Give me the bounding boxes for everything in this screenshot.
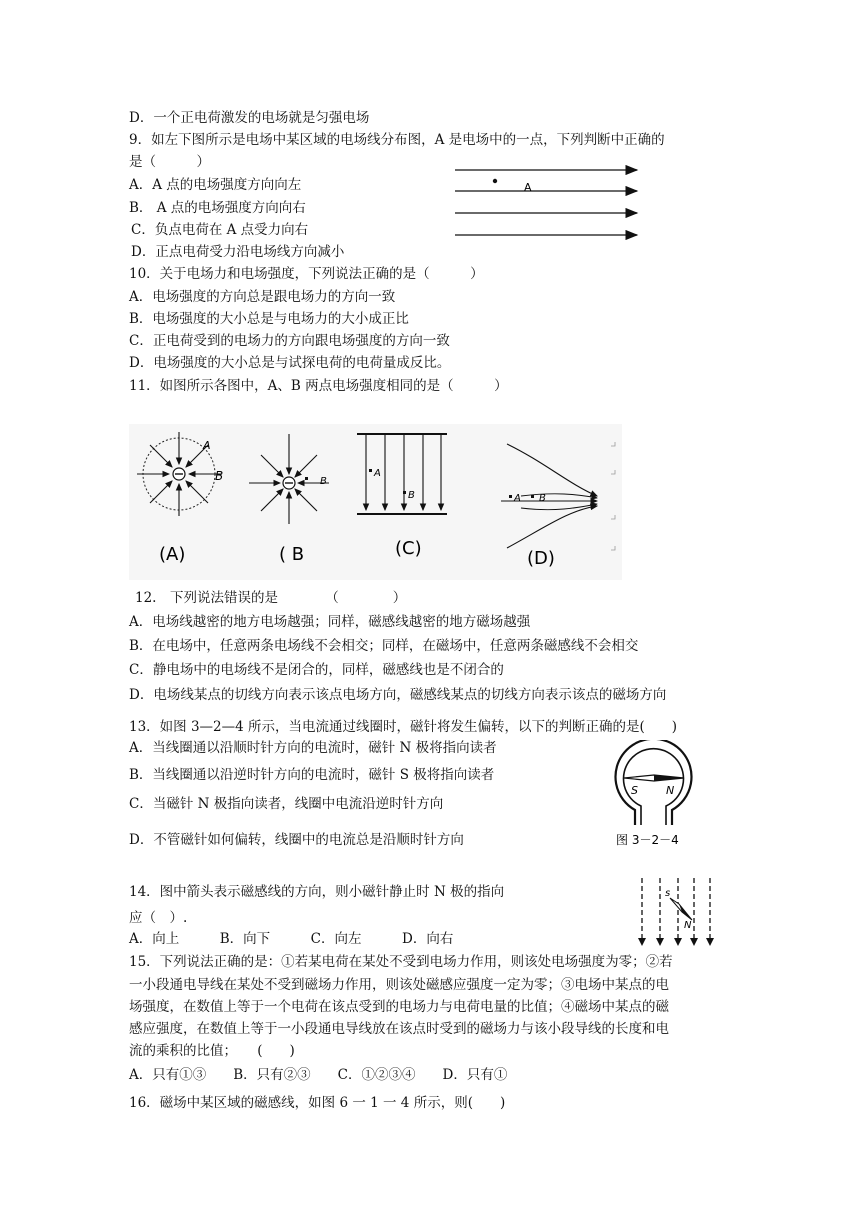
q9-field-lines-figure	[450, 160, 645, 245]
needle-s-label: S	[631, 784, 638, 797]
panel-d-label-a: A	[514, 493, 521, 504]
panel-c-label-a: A	[374, 468, 381, 479]
q12-option-c: C．静电场中的电场线不是闭合的，同样，磁感线也是不闭合的	[129, 662, 504, 678]
q10-stem: 10．关于电场力和电场强度，下列说法正确的是（ ）	[129, 266, 484, 282]
q14-stem-cont: 应（ ）.	[129, 910, 188, 926]
q13-option-c: C．当磁针 N 极指向读者，线圈中电流沿逆时针方向	[129, 796, 444, 812]
q14-stem: 14．图中箭头表示磁感线的方向，则小磁针静止时 N 极的指向	[129, 884, 505, 900]
panel-a-caption: (A)	[159, 544, 186, 565]
q15-line-3: 场强度，在数值上等于一个电荷在该点受到的电场力与电荷电量的比值；④磁场中某点的磁	[129, 999, 669, 1015]
q12-option-b: B．在电场中，任意两条电场线不会相交；同样，在磁场中，任意两条磁感线不会相交	[129, 638, 639, 654]
q13-coil-figure	[610, 740, 700, 852]
q9-option-a: A．A 点的电场强度方向向左	[129, 177, 302, 193]
needle-s-label: s	[665, 888, 671, 899]
q10-option-b: B．电场强度的大小总是与电场力的大小成正比	[129, 311, 409, 327]
q9-stem-cont: 是（ ）	[129, 154, 210, 170]
figure-caption: 图 3－2－4	[616, 833, 679, 847]
q15-line-1: 15．下列说法正确的是：①若某电荷在某处不受到电场力作用，则该处电场强度为零；②若	[129, 954, 673, 970]
q15-line-5: 流的乘积的比值； ( )	[129, 1043, 295, 1059]
q12-stem: 12. 下列说法错误的是 （ ）	[135, 590, 407, 606]
q12-option-d: D．电场线某点的切线方向表示该点电场方向，磁感线某点的切线方向表示该点的磁场方向	[129, 687, 667, 703]
q14-field-figure	[634, 876, 718, 948]
q13-option-b: B．当线圈通以沿逆时针方向的电流时，磁针 S 极将指向读者	[129, 767, 495, 783]
panel-b-caption: ( B	[279, 544, 305, 565]
q11-stem: 11．如图所示各图中，A、B 两点电场强度相同的是（ ）	[129, 378, 508, 394]
needle-n-label: N	[666, 784, 675, 797]
q13-option-a: A．当线圈通以沿顺时针方向的电流时，磁针 N 极将指向读者	[129, 740, 497, 756]
panel-c-label-b: B	[408, 490, 415, 501]
q10-option-d: D．电场强度的大小总是与试探电荷的电荷量成反比。	[129, 355, 451, 371]
q13-option-d: D．不管磁针如何偏转，线圈中的电流总是沿顺时针方向	[129, 832, 464, 848]
panel-a-label-b: B	[215, 469, 224, 483]
q12-option-a: A．电场线越密的地方电场越强；同样，磁感线越密的地方磁场越强	[129, 614, 531, 630]
q9-option-d: D．正点电荷受力沿电场线方向减小	[131, 244, 345, 260]
q14-options: A．向上 B．向下 C．向左 D．向右	[129, 931, 454, 947]
point-a-label: A	[524, 181, 532, 194]
panel-b-label-b: B	[320, 476, 327, 487]
panel-d-label-b: B	[539, 493, 546, 504]
q15-line-2: 一小段通电导线在某处不受到磁场力作用，则该处磁感应强度一定为零；③电场中某点的电	[129, 977, 669, 993]
panel-a-label-a: A	[203, 439, 211, 452]
panel-c-caption: (C)	[395, 538, 422, 559]
q11-four-panel-figure	[129, 424, 622, 580]
coil-outer	[616, 740, 692, 825]
q16-stem: 16．磁场中某区域的磁感线，如图 6 一 1 一 4 所示，则( )	[129, 1095, 506, 1111]
point-a-dot	[493, 179, 497, 183]
q9-option-b: B． A 点的电场强度方向向右	[129, 200, 306, 216]
q10-option-a: A．电场强度的方向总是跟电场力的方向一致	[129, 289, 396, 305]
q15-line-4: 感应强度，在数值上等于一小段通电导线放在该点时受到的磁场力与该小段导线的长度和电	[129, 1021, 669, 1037]
q9-stem: 9．如左下图所示是电场中某区域的电场线分布图，A 是电场中的一点，下列判断中正确的	[129, 132, 665, 148]
q13-stem: 13．如图 3—2—4 所示，当电流通过线圈时，磁针将发生偏转，以下的判断正确的是( )	[129, 719, 678, 735]
q10-option-c: C．正电荷受到的电场力的方向跟电场强度的方向一致	[129, 333, 450, 349]
q15-options: A．只有①③ B．只有②③ C．①②③④ D．只有①	[129, 1067, 508, 1083]
q9-option-c: C．负点电荷在 A 点受力向右	[131, 222, 309, 238]
needle-n-label: N	[684, 920, 692, 931]
q8-option-d: D．一个正电荷激发的电场就是匀强电场	[129, 110, 370, 126]
panel-d-caption: (D)	[527, 548, 555, 569]
